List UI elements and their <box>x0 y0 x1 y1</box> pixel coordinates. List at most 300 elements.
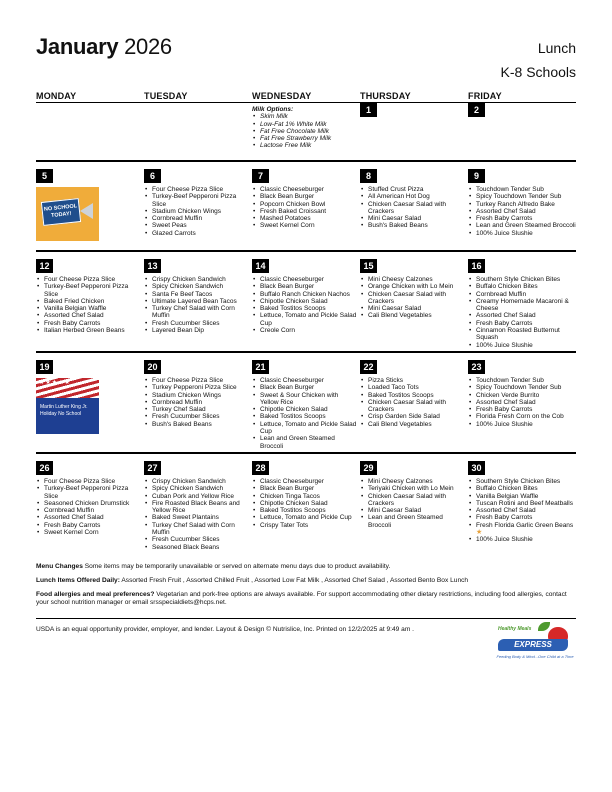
menu-item <box>252 208 358 215</box>
menu-item-label: Lean and Green Steamed Broccoli <box>260 435 335 450</box>
menu-item-label: Cornbread Muffin <box>152 215 203 223</box>
menu-item-list <box>252 478 358 529</box>
menu-item-label: Stadium Chicken Wings <box>152 391 221 399</box>
milk-option: • Fat Free Chocolate Milk <box>252 128 360 135</box>
day-number: 7 <box>252 169 269 183</box>
menu-item-label: Florida Fresh Corn on the Cob <box>476 413 564 421</box>
menu-item-label: Assorted Chef Salad <box>476 312 536 320</box>
menu-item-label: Sweet & Sour Chicken with Yellow Rice <box>260 391 339 406</box>
menu-item-list <box>144 276 250 334</box>
menu-item <box>144 536 250 543</box>
menu-item <box>360 493 466 508</box>
menu-item-label: Black Bean Burger <box>260 283 315 291</box>
menu-item-list <box>252 377 358 450</box>
menu-item-list <box>144 377 250 428</box>
menu-item-list <box>468 276 580 349</box>
calendar-day-cell <box>468 166 580 237</box>
logo-brand: EXPRESS <box>498 639 568 651</box>
menu-item <box>252 276 358 283</box>
menu-item <box>144 186 250 193</box>
menu-item-label: Layered Bean Dip <box>152 327 205 335</box>
menu-item <box>252 507 358 514</box>
day-wednesday: WEDNESDAY <box>252 91 312 101</box>
menu-item-label: Creole Corn <box>260 327 296 335</box>
menu-item <box>252 201 358 208</box>
menu-item <box>468 406 580 413</box>
menu-item-label: Creamy Homemade Macaroni & Cheese <box>476 297 569 313</box>
menu-item-label: Crispy Chicken Sandwich <box>152 276 226 283</box>
menu-item-list <box>360 276 466 320</box>
menu-item-label: Turkey Chef Salad with Corn Muffin <box>152 521 235 537</box>
menu-item-label: All American Hot Dog <box>368 193 430 201</box>
menu-item-label: Fresh Baby Carrots <box>44 521 101 529</box>
menu-item <box>252 485 358 492</box>
day-number: 30 <box>468 461 485 475</box>
menu-item-label: Assorted Chef Salad <box>476 207 536 215</box>
menu-item-label: Cali Blend Vegetables <box>368 312 432 320</box>
menu-item <box>144 493 250 500</box>
day-number: 22 <box>360 360 377 374</box>
menu-item-label: Four Cheese Pizza Slice <box>44 276 116 283</box>
menu-item-label: Cornbread Muffin <box>476 290 527 298</box>
menu-item <box>468 193 580 200</box>
menu-item-label: Sweet Kernel Corn <box>260 222 315 230</box>
menu-item <box>468 222 580 229</box>
menu-item <box>36 298 142 305</box>
menu-item-label: Crispy Tater Tots <box>260 521 309 529</box>
menu-item-label: Bush's Baked Beans <box>152 420 212 428</box>
menu-item <box>36 500 142 507</box>
menu-item <box>252 377 358 384</box>
menu-item <box>468 392 580 399</box>
menu-item-label: Baked Tostitos Scoops <box>260 413 326 421</box>
menu-item <box>252 222 358 229</box>
menu-item-label: Stadium Chicken Wings <box>152 207 221 215</box>
calendar-day-cell <box>144 166 250 237</box>
menu-item-label: Fresh Cucumber Slices <box>152 536 220 544</box>
menu-item-label: Baked Tostitos Scoops <box>368 391 434 399</box>
menu-item-label: Southern Style Chicken Bites <box>476 276 561 283</box>
menu-item <box>144 291 250 298</box>
milk-option: • Lactose Free Milk <box>252 142 360 149</box>
menu-item <box>144 514 250 521</box>
menu-item-label: Black Bean Burger <box>260 193 315 201</box>
menu-item-label: Popcorn Chicken Bowl <box>260 200 326 208</box>
menu-item <box>144 215 250 222</box>
day-monday: MONDAY <box>36 91 77 101</box>
menu-item-label: Buffalo Chicken Bites <box>476 485 538 493</box>
menu-item <box>144 406 250 413</box>
menu-item <box>36 276 142 283</box>
milk-options <box>252 106 360 150</box>
menu-item-label: Buffalo Chicken Bites <box>476 283 538 291</box>
calendar-title <box>36 34 172 60</box>
menu-item <box>360 377 466 384</box>
footer-divider <box>36 618 576 619</box>
menu-item <box>360 215 466 222</box>
allergy-text: Vegetarian and pork-free options are always available. For support accommodating other dietary restrictions, including food allergies, contact your school nutrition manager or email srsspecialdiets@hcps.net. <box>36 591 567 607</box>
calendar-day-cell <box>360 166 466 230</box>
week-divider <box>36 452 576 454</box>
menu-item-label: Assorted Chef Salad <box>44 312 104 320</box>
menu-item <box>468 421 580 428</box>
week-divider <box>36 250 576 252</box>
menu-changes-note <box>36 563 576 571</box>
menu-item-label: Black Bean Burger <box>260 384 315 392</box>
menu-item <box>144 421 250 428</box>
menu-item <box>468 514 580 521</box>
menu-item-label: Mini Caesar Salad <box>368 305 422 313</box>
menu-item-label: Classic Cheeseburger <box>260 186 324 193</box>
menu-item-list <box>468 478 580 544</box>
menu-item-label: Tuscan Rotini and Beef Meatballs <box>476 499 573 507</box>
menu-item <box>360 193 466 200</box>
menu-item-label: Assorted Chef Salad <box>44 514 104 522</box>
milk-option: • Low-Fat 1% White Milk <box>252 121 360 128</box>
menu-item <box>252 406 358 413</box>
menu-item-label: Fresh Cucumber Slices <box>152 413 220 421</box>
menu-item <box>468 276 580 283</box>
menu-item-list <box>360 186 466 230</box>
menu-item <box>468 312 580 319</box>
day-number: 12 <box>36 259 53 273</box>
menu-item-label: 100% Juice Slushie <box>476 536 533 544</box>
menu-item-label: Fire Roasted Black Beans and Yellow Rice <box>152 499 240 515</box>
day-number: 19 <box>36 360 53 374</box>
day-number: 23 <box>468 360 485 374</box>
milk-option: • Fat Free Strawberry Milk <box>252 135 360 142</box>
calendar-day-cell <box>36 458 142 536</box>
menu-item-label: Chipotle Chicken Salad <box>260 297 328 305</box>
menu-item-label: Sweet Kernel Corn <box>44 529 99 537</box>
menu-item-list <box>144 478 250 551</box>
menu-item <box>252 421 358 436</box>
menu-item <box>360 384 466 391</box>
menu-item <box>252 413 358 420</box>
menu-item-label: Sweet Peas <box>152 222 187 230</box>
menu-item-label: Chicken Caesar Salad with Crackers <box>368 492 447 507</box>
calendar-day-cell <box>468 256 580 349</box>
menu-item <box>360 305 466 312</box>
menu-item-label: 100% Juice Slushie <box>476 229 533 237</box>
menu-item <box>252 384 358 391</box>
menu-item <box>360 222 466 229</box>
menu-item-label: Mini Cheesy Calzones <box>368 478 433 485</box>
no-school-image <box>36 187 99 241</box>
menu-item <box>252 435 358 450</box>
menu-item-label: Teriyaki Chicken with Lo Mein <box>368 485 454 493</box>
calendar-day-cell <box>36 357 142 417</box>
menu-item-label: Mini Caesar Salad <box>368 215 422 223</box>
menu-item-label: 100% Juice Slushie <box>476 420 533 428</box>
usda-statement: USDA is an equal opportunity provider, employer, and lender. Layout & Design © Nutrislice, Inc. Printed on 12/2/2025 at 9:49 am . <box>36 626 414 633</box>
day-number: 5 <box>36 169 53 183</box>
calendar-day-cell <box>252 256 358 334</box>
menu-item-label: Baked Tostitos Scoops <box>260 305 326 313</box>
menu-item <box>252 283 358 290</box>
menu-item-label: Lettuce, Tomato and Pickle Cup <box>260 514 352 522</box>
menu-item-label: Ultimate Layered Bean Tacos <box>152 297 237 305</box>
day-tuesday: TUESDAY <box>144 91 188 101</box>
menu-item-label: Seasoned Black Beans <box>152 543 220 551</box>
calendar-day-cell <box>36 256 142 334</box>
menu-item-label: Santa Fe Beef Tacos <box>152 290 213 298</box>
menu-item <box>144 305 250 320</box>
calendar-day-cell <box>252 458 358 529</box>
day-number: 9 <box>468 169 485 183</box>
menu-item <box>252 522 358 529</box>
school-level: K-8 Schools <box>500 64 576 80</box>
menu-item-label: Turkey Pepperoni Pizza Slice <box>152 384 237 392</box>
menu-item <box>468 377 580 384</box>
menu-item <box>468 478 580 485</box>
calendar-day-cell <box>252 357 358 450</box>
menu-item-label: Fresh Baked Croissant <box>260 207 327 215</box>
menu-item-label: Loaded Taco Tots <box>368 384 419 392</box>
menu-item <box>468 230 580 237</box>
day-number: 13 <box>144 259 161 273</box>
menu-item <box>36 507 142 514</box>
calendar-day-cell <box>360 458 466 529</box>
menu-item <box>360 312 466 319</box>
day-number: 14 <box>252 259 269 273</box>
menu-item-list <box>36 478 142 536</box>
menu-item-label: Four Cheese Pizza Slice <box>44 478 116 485</box>
menu-item <box>360 392 466 399</box>
menu-item-label: Assorted Chef Salad <box>476 398 536 406</box>
menu-item-label: Vanilla Belgian Waffle <box>44 305 107 313</box>
day-thursday: THURSDAY <box>360 91 411 101</box>
menu-item <box>468 291 580 298</box>
menu-item <box>144 500 250 515</box>
menu-item-label: Chicken Caesar Salad with Crackers <box>368 200 447 215</box>
menu-item <box>468 208 580 215</box>
menu-item-label: Classic Cheeseburger <box>260 276 324 283</box>
menu-item <box>468 384 580 391</box>
menu-item-label: Turkey-Beef Pepperoni Pizza Slice <box>152 193 237 208</box>
menu-item <box>252 500 358 507</box>
menu-item-label: Fresh Baby Carrots <box>476 406 533 414</box>
menu-item-list <box>360 377 466 428</box>
menu-item-label: Bush's Baked Beans <box>368 222 428 230</box>
offered-daily-note <box>36 577 576 585</box>
no-school-text: NO SCHOOL TODAY! <box>43 203 78 220</box>
flag-stars-icon: ★★★★★ <box>39 380 71 386</box>
menu-item <box>360 201 466 216</box>
menu-item-label: Chicken Tinga Tacos <box>260 492 320 500</box>
year-label: 2026 <box>124 34 172 59</box>
menu-item-label: 100% Juice Slushie <box>476 341 533 349</box>
meal-type: Lunch <box>537 40 576 56</box>
menu-item <box>252 305 358 312</box>
menu-item-label: Cornbread Muffin <box>44 507 95 515</box>
menu-item <box>468 320 580 327</box>
day-number: 2 <box>468 103 485 117</box>
day-number: 16 <box>468 259 485 273</box>
menu-item-label: Crispy Chicken Sandwich <box>152 478 226 485</box>
menu-item-label: Cinnamon Roasted Butternut Squash <box>476 327 560 342</box>
menu-item <box>360 514 466 529</box>
menu-item <box>360 421 466 428</box>
menu-item <box>360 485 466 492</box>
leaf-icon <box>538 622 550 631</box>
menu-item-label: Southern Style Chicken Bites <box>476 478 561 485</box>
menu-item <box>468 342 580 349</box>
menu-item <box>144 384 250 391</box>
milk-options-title: Milk Options: <box>252 106 294 113</box>
milk-options-list <box>252 113 360 149</box>
menu-item <box>360 413 466 420</box>
menu-item-label: Cornbread Muffin <box>152 398 203 406</box>
menu-item-label: Baked Sweet Plantains <box>152 514 219 522</box>
menu-item-list <box>360 478 466 529</box>
menu-item-label: Spicy Chicken Sandwich <box>152 283 224 291</box>
day-number: 26 <box>36 461 53 475</box>
menu-item <box>252 327 358 334</box>
menu-item-label: Lean and Green Steamed Broccoli <box>368 514 443 529</box>
menu-item <box>144 392 250 399</box>
menu-item-label: Cuban Pork and Yellow Rice <box>152 492 235 500</box>
month-label: January <box>36 34 119 59</box>
menu-item-label: Cali Blend Vegetables <box>368 420 432 428</box>
menu-item-label: Turkey-Beef Pepperoni Pizza Slice <box>44 283 129 298</box>
menu-item-label: Stuffed Crust Pizza <box>368 186 424 193</box>
milk-option: • Skim Milk <box>252 113 360 120</box>
menu-item-label: Assorted Chef Salad <box>476 507 536 515</box>
menu-item <box>36 522 142 529</box>
menu-item <box>36 320 142 327</box>
menu-item <box>36 514 142 521</box>
calendar-day-cell <box>468 357 580 428</box>
menu-item-label: Touchdown Tender Sub <box>476 377 544 384</box>
weekday-header <box>36 91 576 103</box>
menu-item <box>144 193 250 208</box>
menu-item-label: Glazed Carrots <box>152 229 196 237</box>
menu-item-label: Crisp Garden Side Salad <box>368 413 440 421</box>
menu-item-list <box>252 186 358 230</box>
menu-item <box>360 291 466 306</box>
menu-item-label: Turkey Chef Salad with Corn Muffin <box>152 305 235 320</box>
week-divider <box>36 351 576 353</box>
menu-item-label: Turkey Chef Salad <box>152 406 206 414</box>
menu-changes-text: Some items may be temporarily unavailable or served on alternate menu days due to product availability. <box>82 563 391 570</box>
menu-item <box>360 283 466 290</box>
menu-item-label: Baked Fried Chicken <box>44 297 105 305</box>
menu-item <box>360 507 466 514</box>
offered-daily-text: Assorted Fresh Fruit , Assorted Chilled Fruit , Assorted Low Fat Milk , Assorted Chef Salad , Assorted Bento Box Lunch <box>119 577 469 584</box>
menu-item <box>468 493 580 500</box>
menu-item <box>468 399 580 406</box>
menu-item-label: Turkey Ranch Alfredo Bake <box>476 200 555 208</box>
menu-item <box>144 222 250 229</box>
calendar-day-cell <box>36 166 142 220</box>
menu-item <box>252 215 358 222</box>
menu-item-label: Fresh Baby Carrots <box>44 319 101 327</box>
menu-item-list <box>36 276 142 334</box>
menu-item-list <box>252 276 358 334</box>
calendar-day-cell <box>144 256 250 334</box>
menu-item-label: Turkey-Beef Pepperoni Pizza Slice <box>44 485 129 500</box>
offered-daily-label: Lunch Items Offered Daily: <box>36 577 120 584</box>
menu-item <box>468 186 580 193</box>
allergy-label: Food allergies and meal preferences? <box>36 591 155 598</box>
menu-item-label: Seasoned Chicken Drumstick <box>44 499 130 507</box>
menu-item <box>360 478 466 485</box>
calendar-day-cell <box>252 166 358 230</box>
megaphone-icon <box>80 203 93 219</box>
healthy-meals-express-logo <box>496 622 574 666</box>
menu-item <box>36 529 142 536</box>
menu-item-label: Fresh Florida Garlic Green Beans <box>476 521 574 529</box>
menu-item <box>252 478 358 485</box>
menu-item <box>144 485 250 492</box>
menu-item-label: Black Bean Burger <box>260 485 315 493</box>
menu-item <box>36 327 142 334</box>
no-school-sign <box>41 198 81 226</box>
day-friday: FRIDAY <box>468 91 502 101</box>
menu-item <box>144 478 250 485</box>
menu-item-label: Orange Chicken with Lo Mein <box>368 283 454 291</box>
menu-item <box>144 377 250 384</box>
day-number: 20 <box>144 360 161 374</box>
calendar-day-cell <box>360 256 466 320</box>
menu-item <box>36 305 142 312</box>
menu-item-label: Four Cheese Pizza Slice <box>152 186 224 193</box>
menu-item <box>144 399 250 406</box>
menu-item <box>252 514 358 521</box>
day-number: 8 <box>360 169 377 183</box>
menu-item-label: Buffalo Ranch Chicken Nachos <box>260 290 350 298</box>
menu-item-label: Lettuce, Tomato and Pickle Salad Cup <box>260 420 357 436</box>
menu-item-label: Touchdown Tender Sub <box>476 186 544 193</box>
star-icon: ★ <box>476 529 483 537</box>
menu-item <box>468 485 580 492</box>
menu-item <box>144 276 250 283</box>
mlk-holiday-text: Martin Luther King Jr. Holiday No School <box>40 404 88 417</box>
menu-item <box>468 283 580 290</box>
menu-item <box>144 327 250 334</box>
menu-item <box>144 522 250 537</box>
menu-item-label: Mashed Potatoes <box>260 215 311 223</box>
menu-item-list <box>468 377 580 428</box>
menu-item <box>144 230 250 237</box>
menu-item-list <box>468 186 580 237</box>
menu-item <box>36 312 142 319</box>
menu-item-label: Mini Cheesy Calzones <box>368 276 433 283</box>
menu-item-label: Mini Caesar Salad <box>368 507 422 515</box>
calendar-day-cell <box>360 357 466 428</box>
menu-item <box>36 283 142 298</box>
menu-item-label: Classic Cheeseburger <box>260 377 324 384</box>
menu-item <box>252 312 358 327</box>
menu-item-list <box>144 186 250 237</box>
menu-item <box>252 392 358 407</box>
menu-item <box>468 327 580 342</box>
menu-item <box>468 507 580 514</box>
menu-item-label: Spicy Chicken Sandwich <box>152 485 224 493</box>
menu-item-label: Baked Tostitos Scoops <box>260 507 326 515</box>
menu-item <box>144 298 250 305</box>
menu-item <box>468 201 580 208</box>
menu-item-label: Fresh Cucumber Slices <box>152 319 220 327</box>
menu-item-label: Lettuce, Tomato and Pickle Salad Cup <box>260 312 357 327</box>
allergy-note <box>36 591 576 607</box>
menu-item-label: Chicken Verde Burrito <box>476 391 540 399</box>
menu-item-label: Vanilla Belgian Waffle <box>476 492 539 500</box>
menu-item-label: Fresh Baby Carrots <box>476 319 533 327</box>
menu-item-label: Chicken Caesar Salad with Crackers <box>368 398 447 414</box>
menu-item-label: Spicy Touchdown Tender Sub <box>476 193 562 201</box>
